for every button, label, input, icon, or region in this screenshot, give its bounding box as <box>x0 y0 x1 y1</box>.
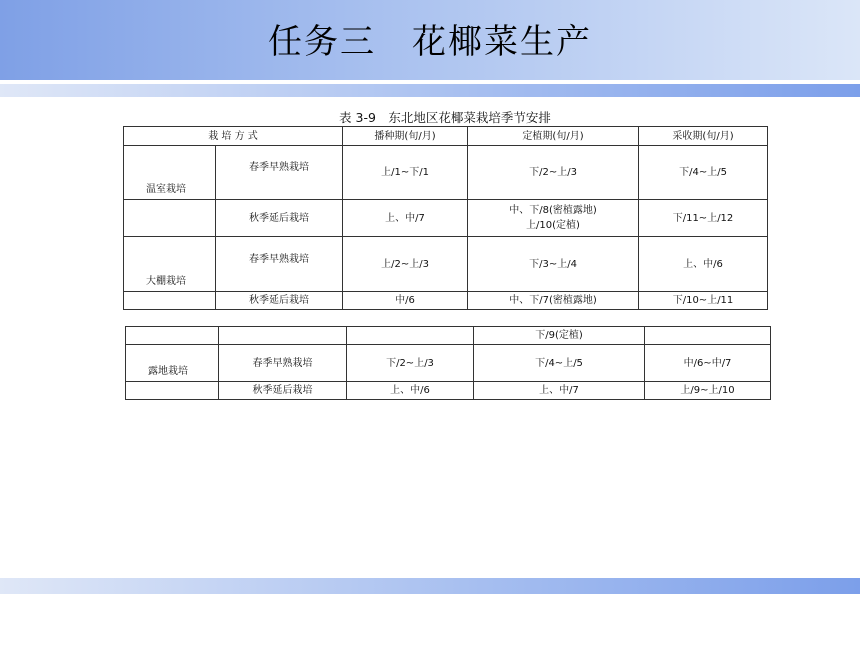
table-row <box>126 345 771 382</box>
harvest-cell: 下/10~上/11 <box>639 292 768 310</box>
table-row <box>124 237 768 292</box>
table-row <box>126 327 771 345</box>
slide-title: 任务三 花椰菜生产 <box>268 22 592 62</box>
bottom-gradient-rule <box>0 578 860 594</box>
title-banner <box>0 0 860 80</box>
table-header-row <box>124 127 768 146</box>
method-open-field: 露地栽培 <box>126 345 219 382</box>
planting-cell: 下/3~上/4 <box>468 237 639 292</box>
season-type: 春季早熟栽培 <box>216 146 343 200</box>
planting-line-2: 上/10(定植) <box>526 220 580 231</box>
planting-cell: 上、中/7 <box>474 382 645 400</box>
season-type: 春季早熟栽培 <box>219 345 347 382</box>
harvest-cell: 上/9~上/10 <box>645 382 771 400</box>
method-empty <box>124 200 216 237</box>
header-method: 栽 培 方 式 <box>124 127 343 146</box>
method-empty <box>124 292 216 310</box>
sowing-cell: 上/2~上/3 <box>343 237 468 292</box>
table-row <box>124 200 768 237</box>
planting-cell <box>468 200 639 237</box>
harvest-cell: 上、中/6 <box>639 237 768 292</box>
planting-line-1: 中、下/8(密植露地) <box>509 205 597 216</box>
harvest-cell: 下/4~上/5 <box>639 146 768 200</box>
method-empty <box>126 382 219 400</box>
planting-cell: 下/2~上/3 <box>468 146 639 200</box>
harvest-empty <box>645 327 771 345</box>
sowing-cell: 下/2~上/3 <box>347 345 474 382</box>
table-row <box>126 382 771 400</box>
top-gradient-rule <box>0 84 860 97</box>
table-caption: 表 3-9 东北地区花椰菜栽培季节安排 <box>339 110 551 125</box>
cultivation-season-table-continued <box>125 326 771 400</box>
season-type: 春季早熟栽培 <box>216 237 343 292</box>
header-sowing: 播种期(旬/月) <box>343 127 468 146</box>
method-empty <box>126 327 219 345</box>
table-row <box>124 146 768 200</box>
sowing-empty <box>347 327 474 345</box>
harvest-cell: 下/11~上/12 <box>639 200 768 237</box>
season-type: 秋季延后栽培 <box>216 200 343 237</box>
planting-cell: 中、下/7(密植露地) <box>468 292 639 310</box>
header-harvest: 采收期(旬/月) <box>639 127 768 146</box>
cultivation-season-table <box>123 126 768 310</box>
season-empty <box>219 327 347 345</box>
planting-cell: 下/4~上/5 <box>474 345 645 382</box>
method-tunnel: 大棚栽培 <box>124 237 216 292</box>
sowing-cell: 上、中/7 <box>343 200 468 237</box>
season-type: 秋季延后栽培 <box>219 382 347 400</box>
method-greenhouse: 温室栽培 <box>124 146 216 200</box>
sowing-cell: 上/1~下/1 <box>343 146 468 200</box>
sowing-cell: 上、中/6 <box>347 382 474 400</box>
season-type: 秋季延后栽培 <box>216 292 343 310</box>
table-row <box>124 292 768 310</box>
sowing-cell: 中/6 <box>343 292 468 310</box>
harvest-cell: 中/6~中/7 <box>645 345 771 382</box>
planting-cell: 下/9(定植) <box>474 327 645 345</box>
header-planting: 定植期(旬/月) <box>468 127 639 146</box>
